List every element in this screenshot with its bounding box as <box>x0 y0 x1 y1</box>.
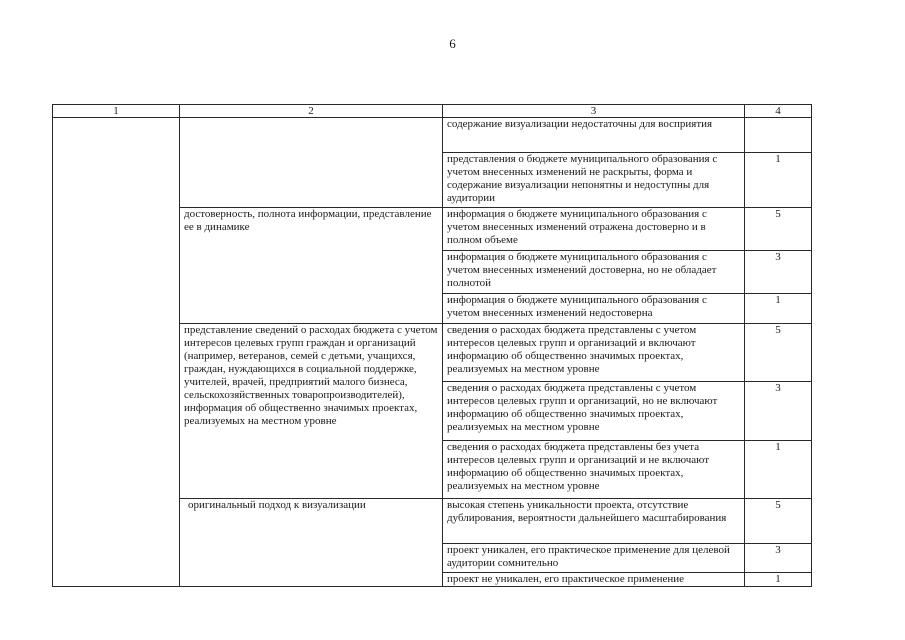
column-header-4: 4 <box>745 105 812 118</box>
description-cell: проект уникален, его практическое применение для целевой аудитории сомнительно <box>443 544 745 573</box>
description-cell: информация о бюджете муниципального образования с учетом внесенных изменений отражена достоверно и в полном объеме <box>443 208 745 251</box>
score-cell: 5 <box>745 324 812 382</box>
score-cell: 5 <box>745 208 812 251</box>
score-cell <box>745 118 812 153</box>
description-cell: сведения о расходах бюджета представлены без учета интересов целевых групп и организаций и не включают информацию об общественно значимых проектах, реализуемых на местном уровне <box>443 441 745 499</box>
description-cell: высокая степень уникальности проекта, отсутствие дублирования, вероятности дальнейшего масштабирования <box>443 499 745 544</box>
criterion-cell-continued <box>180 118 443 208</box>
score-cell: 1 <box>745 441 812 499</box>
description-cell: представления о бюджете муниципального образования с учетом внесенных изменений не раскрыты, форма и содержание визуализации непонятны и недоступны для аудитории <box>443 153 745 208</box>
table-header-row <box>53 105 812 118</box>
description-cell: сведения о расходах бюджета представлены с учетом интересов целевых групп и организаций, но не включают информацию об общественно значимых проектах, реализуемых на местном уровне <box>443 382 745 441</box>
criterion-cell: представление сведений о расходах бюджета с учетом интересов целевых групп граждан и организаций (например, ветеранов, семей с детьми, учащихся, граждан, нуждающихся в социальной поддержке, учителей, врачей, предприятий малого бизнеса, сельскохозяйственных товаропроизводителей), информация об общественно значимых проектах, реализуемых на местном уровне <box>180 324 443 499</box>
criterion-cell: оригинальный подход к визуализации <box>180 499 443 587</box>
description-cell: сведения о расходах бюджета представлены с учетом интересов целевых групп и организаций и включают информацию об общественно значимых проектах, реализуемых на местном уровне <box>443 324 745 382</box>
score-cell: 1 <box>745 294 812 324</box>
table-row <box>53 118 812 153</box>
description-cell <box>443 573 745 587</box>
description-text: проект не уникален, его практическое применение <box>447 573 685 585</box>
category-cell <box>53 118 180 587</box>
description-cell: содержание визуализации недостаточны для восприятия <box>443 118 745 153</box>
score-cell: 1 <box>745 153 812 208</box>
score-cell: 3 <box>745 544 812 573</box>
criteria-table <box>52 104 812 587</box>
score-cell: 3 <box>745 382 812 441</box>
score-cell: 1 <box>745 573 812 587</box>
score-cell: 5 <box>745 499 812 544</box>
column-header-3: 3 <box>443 105 745 118</box>
description-cell: информация о бюджете муниципального образования с учетом внесенных изменений достоверна, но не обладает полнотой <box>443 251 745 294</box>
column-header-1: 1 <box>53 105 180 118</box>
column-header-2: 2 <box>180 105 443 118</box>
criterion-cell: достоверность, полнота информации, представление ее в динамике <box>180 208 443 324</box>
page-number: 6 <box>449 36 456 51</box>
description-cell: информация о бюджете муниципального образования с учетом внесенных изменений недостоверна <box>443 294 745 324</box>
score-cell: 3 <box>745 251 812 294</box>
